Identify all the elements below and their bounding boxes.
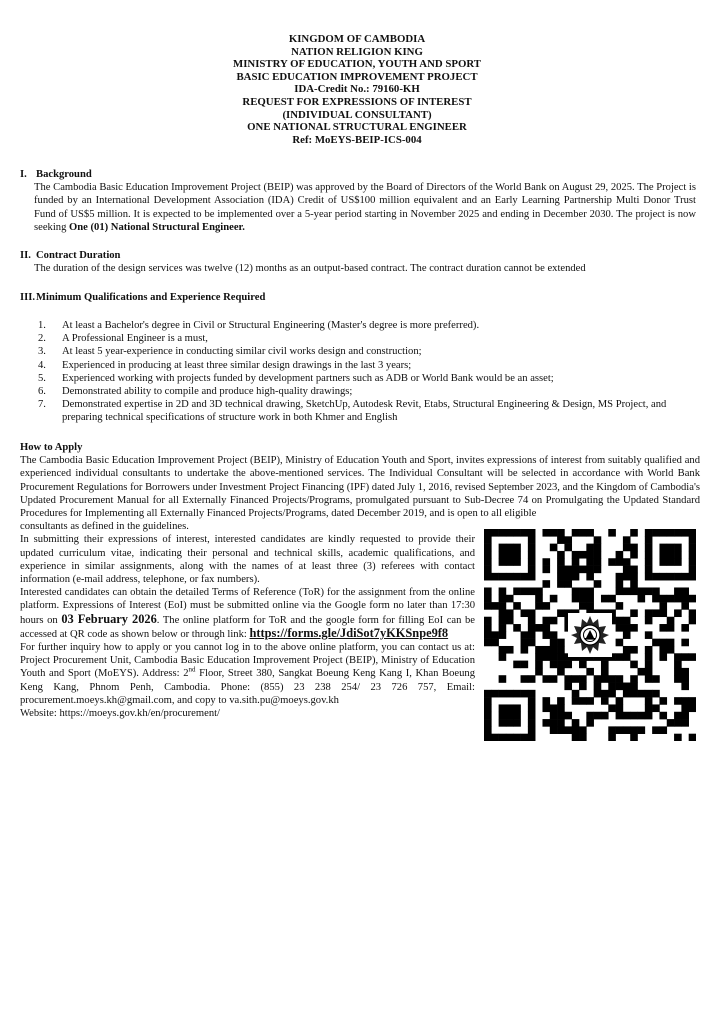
tor-text-after: . The online platform for ToR and the google form for filling EoI can be accessed at QR code as shown below or through link: bbox=[20, 614, 475, 640]
item-text: At least a Bachelor's degree in Civil or Structural Engineering (Master's degree is more preferred). bbox=[62, 320, 480, 331]
contract-paragraph: The duration of the design services was twelve (12) months as an output-based contract. The contract duration cannot be extended bbox=[34, 263, 586, 275]
qr-code-graphic bbox=[484, 529, 696, 741]
background-paragraph bbox=[34, 181, 696, 234]
list-item bbox=[38, 332, 703, 345]
item-text: A Professional Engineer is a must, bbox=[62, 333, 208, 345]
item-number: 1. bbox=[38, 320, 46, 331]
item-text: Experienced working with projects funded by development partners such as ADB or World Bank would be an asset; bbox=[62, 372, 554, 384]
list-item bbox=[38, 345, 703, 358]
item-text: Demonstrated expertise in 2D and 3D technical drawing, SketchUp, Autodesk Revit, Etabs, Structural Engineering & Design, MS Project, and preparing technical specifications of structure work in both Khmer and English bbox=[62, 399, 667, 424]
document-header bbox=[0, 33, 714, 146]
background-section bbox=[20, 168, 696, 234]
header-line: NATION RELIGION KING bbox=[291, 45, 423, 58]
header-line: Ref: MoEYS-BEIP-ICS-004 bbox=[292, 133, 422, 146]
item-number: 3. bbox=[38, 346, 46, 358]
qr-code-icon[interactable] bbox=[484, 529, 696, 741]
section-heading bbox=[20, 249, 696, 262]
google-form-link[interactable]: https://forms.gle/JdiSot7yKKSnpe9f8 bbox=[249, 625, 449, 640]
item-number: 4. bbox=[38, 359, 46, 371]
inquiry-paragraph bbox=[20, 641, 475, 707]
list-item bbox=[38, 385, 703, 398]
list-item bbox=[38, 319, 703, 332]
submission-paragraph: In submitting their expressions of interest, interested candidates are kindly requested to provide their updated curriculum vitae, indicating their personal and technical skills, academic qualifications, and experience in similar assignments, along with the names of at least three (3) referees with contact information (e-mail address, telephone, or fax numbers). bbox=[20, 534, 475, 586]
tor-paragraph bbox=[20, 586, 475, 641]
inquiry-text-2: Floor, Street 380, Sangkat Boeung Keng Kang I, Khan Boeung Keng Kang, Phnom Penh, Cambodia. Phone: (855) 23 238 254/ 23 726 757, Email: procurement.moeys.kh@gmail.com, and copy to va.sith.pu@moeys.gov.kh bbox=[20, 668, 475, 706]
list-item bbox=[38, 398, 703, 424]
item-text: Experienced in producing at least three similar design drawings in the last 3 years; bbox=[62, 359, 412, 371]
ordinal-suffix: nd bbox=[188, 665, 196, 674]
inquiry-text: For further inquiry how to apply or you cannot log in to the above online platform, you can contact us at: Project Procurement Unit, Cambodia Basic Education Improvement Project (BEIP), Ministry of Education Youth and Sport (MoEYS). Address: 2 bbox=[20, 642, 475, 680]
header-line: BASIC EDUCATION IMPROVEMENT PROJECT bbox=[236, 70, 478, 83]
section-title: Minimum Qualifications and Experience Required bbox=[36, 292, 266, 303]
item-number: 5. bbox=[38, 372, 46, 384]
section-title: How to Apply bbox=[20, 442, 83, 453]
deadline-date: 03 February 2026 bbox=[61, 611, 157, 626]
section-title: Contract Duration bbox=[36, 250, 121, 261]
qualifications-heading-block bbox=[20, 291, 696, 304]
section-number: I. bbox=[20, 169, 27, 180]
header-line: (INDIVIDUAL CONSULTANT) bbox=[282, 108, 432, 121]
item-number: 2. bbox=[38, 333, 46, 345]
section-number: III. bbox=[20, 292, 36, 303]
section-title: Background bbox=[36, 169, 92, 180]
apply-intro-end: consultants as defined in the guidelines. bbox=[20, 521, 189, 533]
list-item bbox=[38, 359, 703, 372]
item-number: 7. bbox=[38, 399, 46, 411]
header-line: KINGDOM OF CAMBODIA bbox=[288, 33, 426, 45]
section-heading bbox=[20, 291, 696, 304]
section-heading bbox=[20, 168, 696, 181]
item-number: 6. bbox=[38, 386, 46, 398]
background-highlight: One (01) National Structural Engineer. bbox=[69, 221, 245, 233]
list-item bbox=[38, 372, 703, 385]
header-line: MINISTRY OF EDUCATION, YOUTH AND SPORT bbox=[233, 58, 481, 71]
background-text: The Cambodia Basic Education Improvement Project (BEIP) was approved by the Board of Directors of the World Bank on August 29, 2025. The Project is funded by an International Development Association (IDA) Credit of US$100 million equivalent and an Early Learning Partnership Multi Donor Trust Fund of US$5 million. It is expected to be implemented over a 5-year period starting in November 2025 and ending in December 2030. The project is now seeking bbox=[34, 182, 696, 233]
qualifications-list bbox=[38, 319, 703, 425]
item-text: At least 5 year-experience in conducting similar civil works design and construction; bbox=[62, 346, 422, 358]
section-number: II. bbox=[20, 250, 31, 261]
apply-intro-paragraph: The Cambodia Basic Education Improvement Project (BEIP), Ministry of Education Youth and Sport, invites expressions of interest from suitably qualified and experienced individual consultants to undertake the above-mentioned services. The Individual Consultant will be selected in accordance with World Bank Procurement Regulations for Borrowers under Investment Project Financing (IPF) dated July 1, 2016, revised September 2023, and the Kingdom of Cambodia's Updated Procurement Manual for all Externally Financed Projects/Programs, promulgated pursuant to Sub-Decree 74 on Promulgating the Updated Standard Procedures for Implementing all Externally Financed Projects/Programs, dated December 2019, and is open to all eligible bbox=[20, 455, 700, 520]
item-text: Demonstrated ability to compile and produce high-quality drawings; bbox=[62, 386, 353, 398]
contract-section bbox=[20, 249, 696, 275]
website-line[interactable]: Website: https://moeys.gov.kh/en/procurement/ bbox=[20, 708, 220, 720]
header-line: REQUEST FOR EXPRESSIONS OF INTEREST bbox=[242, 95, 472, 108]
header-line: ONE NATIONAL STRUCTURAL ENGINEER bbox=[247, 121, 467, 134]
header-line: IDA-Credit No.: 79160-KH bbox=[294, 83, 420, 96]
ministry-emblem-icon bbox=[568, 613, 612, 657]
tor-text: Interested candidates can obtain the detailed Terms of Reference (ToR) for the assignment from the online platform. Expressions of Interest (EoI) must be submitted online via the Google form no later than 17:30 hours on bbox=[20, 587, 475, 626]
